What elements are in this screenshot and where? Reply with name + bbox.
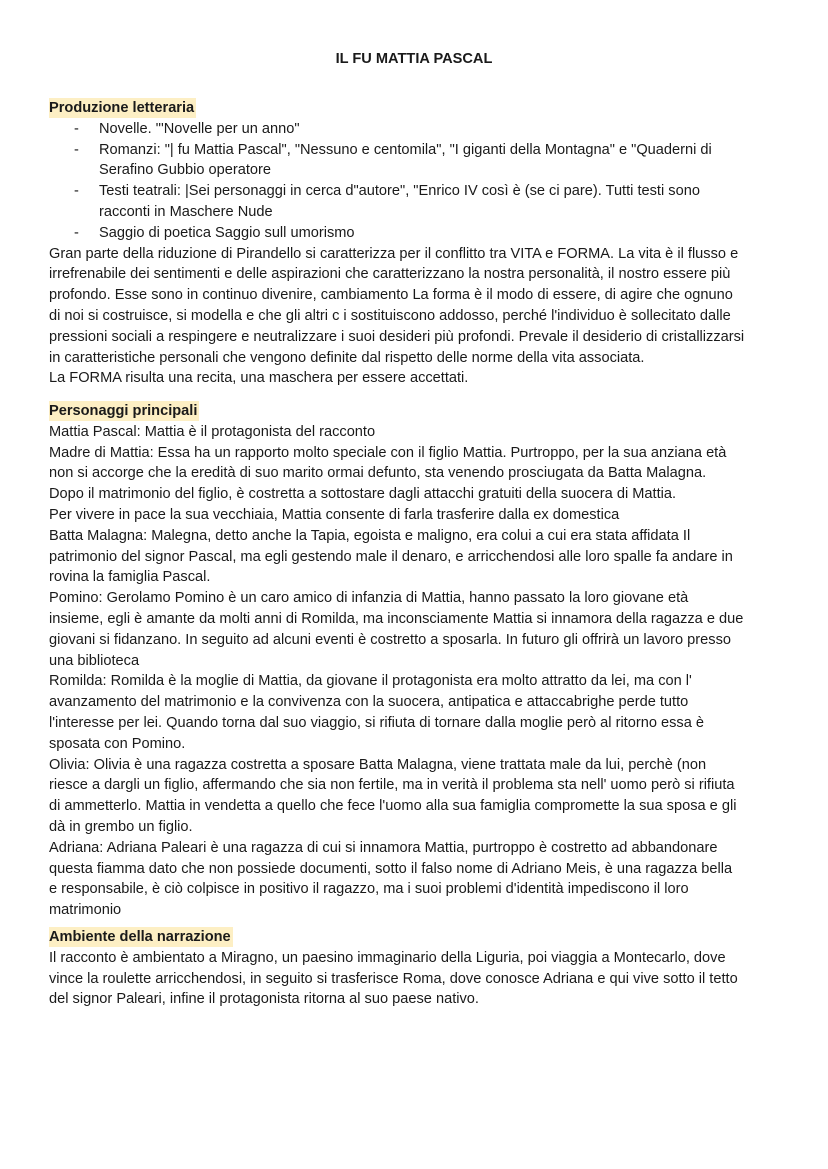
- section-personaggi-principali: [49, 401, 789, 921]
- bullet-text: Saggio di poetica Saggio sull umorismo: [99, 224, 355, 241]
- paragraph-line: Gran parte della riduzione di Pirandello si caratterizza per il conflitto tra VITA e FORMA. La vita è il flusso e: [49, 245, 739, 262]
- bullet-item: [49, 181, 789, 202]
- paragraph-line: pressioni sociali a respingere e neutralizzare i suoi desideri più profondi. Prevale il desiderio di cristallizzarsi: [49, 328, 745, 345]
- paragraph-line: e responsabile, è ciò colpisce in positivo il ragazzo, ma i suoi problemi d'identità impediscono il loro: [49, 881, 689, 898]
- paragraph-line: non si accorge che la eredità di suo marito ormai defunto, sta venendo prosciugata da Batta Malagna.: [49, 465, 707, 482]
- paragraph-line: giovani si fidanzano. In seguito ad alcuni eventi è costretto a sposarla. In futuro gli offrirà un lavoro presso: [49, 631, 731, 648]
- paragraph-line: patrimonio del signor Pascal, ma egli gestendo male il denaro, e arricchendosi alle loro spalle fa andare in: [49, 548, 733, 565]
- paragraph-line: sposata con Pomino.: [49, 735, 186, 752]
- bullet-text-continued: racconti in Maschere Nude: [99, 203, 273, 220]
- paragraph-line: Pomino: Gerolamo Pomino è un caro amico di infanzia di Mattia, hanno passato la loro giovane età: [49, 590, 689, 607]
- bullet-dash: -: [74, 120, 79, 137]
- section-heading-row: [49, 98, 789, 119]
- paragraph-line: Adriana: Adriana Paleari è una ragazza di cui si innamora Mattia, purtroppo è costretto ad abbandonare: [49, 839, 718, 856]
- paragraph-line: Mattia Pascal: Mattia è il protagonista del racconto: [49, 423, 376, 440]
- paragraph-line: una biblioteca: [49, 652, 140, 669]
- paragraph-line: Il racconto è ambientato a Miragno, un paesino immaginario della Liguria, poi viaggia a Montecarlo, dove: [49, 949, 726, 966]
- paragraph-line: dà in grembo un figlio.: [49, 818, 193, 835]
- paragraph-line: del signor Paleari, infine il protagonista ritorna al suo paese nativo.: [49, 991, 479, 1008]
- section-heading: Produzione letteraria: [49, 100, 195, 116]
- paragraph-line: l'interesse per lei. Quando torna dal suo viaggio, si rifiuta di tornare dalla moglie però al ritorno essa è: [49, 714, 705, 731]
- section-heading: Ambiente della narrazione: [49, 929, 231, 945]
- paragraph-line: Madre di Mattia: Essa ha un rapporto molto speciale con il figlio Mattia. Purtroppo, per la sua anziana età: [49, 444, 727, 461]
- bullet-text: Novelle. "'Novelle per un anno": [99, 120, 300, 137]
- paragraph-line: Batta Malagna: Malegna, detto anche la Tapia, egoista e maligno, era colui a cui era stata affidata Il: [49, 527, 691, 544]
- paragraph-line: Dopo il matrimonio del figlio, è costretta a sottostare dagli attacchi gratuiti della suocera di Mattia.: [49, 486, 677, 503]
- section-heading-row: [49, 927, 789, 948]
- paragraph-line: Per vivere in pace la sua vecchiaia, Mattia consente di farla trasferire dalla ex domestica: [49, 506, 620, 523]
- paragraph-line: vince la roulette arricchendosi, in seguito si trasferisce Roma, dove conosce Adriana e qui vive sotto il tetto: [49, 970, 738, 987]
- bullet-item: [49, 140, 789, 161]
- paragraph-line: avanzamento del matrimonio e la convivenza con la suocera, antipatica e attaccabrighe perde tutto: [49, 694, 689, 711]
- paragraph-line: in caratteristiche personali che vengono definite dal rispetto delle norme della vita associata.: [49, 349, 645, 366]
- paragraph-line: di noi si costruisce, si modella e che gli altri c i sostituiscono addosso, perché l'individuo è sollecitato dalle: [49, 307, 731, 324]
- bullet-dash: -: [74, 224, 79, 241]
- paragraph-line: profondo. Esse sono in continuo divenire, cambiamento La forma è il modo di essere, di agire che ognuno: [49, 287, 733, 304]
- paragraph-line: di ammetterlo. Mattia in vendetta a quello che fece l'uomo alla sua famiglia compromette la sua sposa e gli: [49, 798, 737, 815]
- bullet-item: [49, 119, 789, 140]
- paragraph-line: Olivia: Olivia è una ragazza costretta a sposare Batta Malagna, viene trattata male da lui, perchè (non: [49, 756, 707, 773]
- bullet-item: [49, 223, 789, 244]
- paragraph-line: La FORMA risulta una recita, una maschera per essere accettati.: [49, 370, 469, 387]
- paragraph-line: Romilda: Romilda è la moglie di Mattia, da giovane il protagonista era molto attratto da lei, ma con l': [49, 673, 692, 690]
- bullet-text: Romanzi: "| fu Mattia Pascal", "Nessuno e centomila", "I giganti della Montagna" e "Quaderni di: [99, 141, 712, 158]
- paragraph-line: rovina la famiglia Pascal.: [49, 569, 211, 586]
- paragraph-line: irrefrenabile dei sentimenti e delle aspirazioni che caratterizzano la nostra personalità, il nostro essere più: [49, 266, 731, 283]
- section-heading: Personaggi principali: [49, 403, 198, 419]
- section-heading-row: [49, 401, 789, 422]
- section-ambiente-narrazione: [49, 927, 789, 1010]
- paragraph-line: insieme, egli è amante da molti anni di Romilda, ma inconsciamente Mattia si innamora della ragazza e due: [49, 610, 744, 627]
- bullet-text-continued: Serafino Gubbio operatore: [99, 162, 271, 179]
- bullet-dash: -: [74, 141, 79, 158]
- bullet-dash: -: [74, 183, 79, 200]
- paragraph-line: riesce a dargli un figlio, affermando che sia non fertile, ma in verità il problema sta nell' uomo però si rifiuta: [49, 777, 735, 794]
- section-produzione-letteraria: [49, 98, 789, 389]
- document-title: IL FU MATTIA PASCAL: [335, 51, 493, 67]
- paragraph-line: matrimonio: [49, 902, 122, 919]
- paragraph-line: questa fiamma dato che non possiede documenti, sotto il falso nome di Adriano Meis, è una ragazza bella: [49, 860, 733, 877]
- bullet-text: Testi teatrali: |Sei personaggi in cerca d"autore", "Enrico IV così è (se ci pare). Tutti testi sono: [99, 183, 700, 200]
